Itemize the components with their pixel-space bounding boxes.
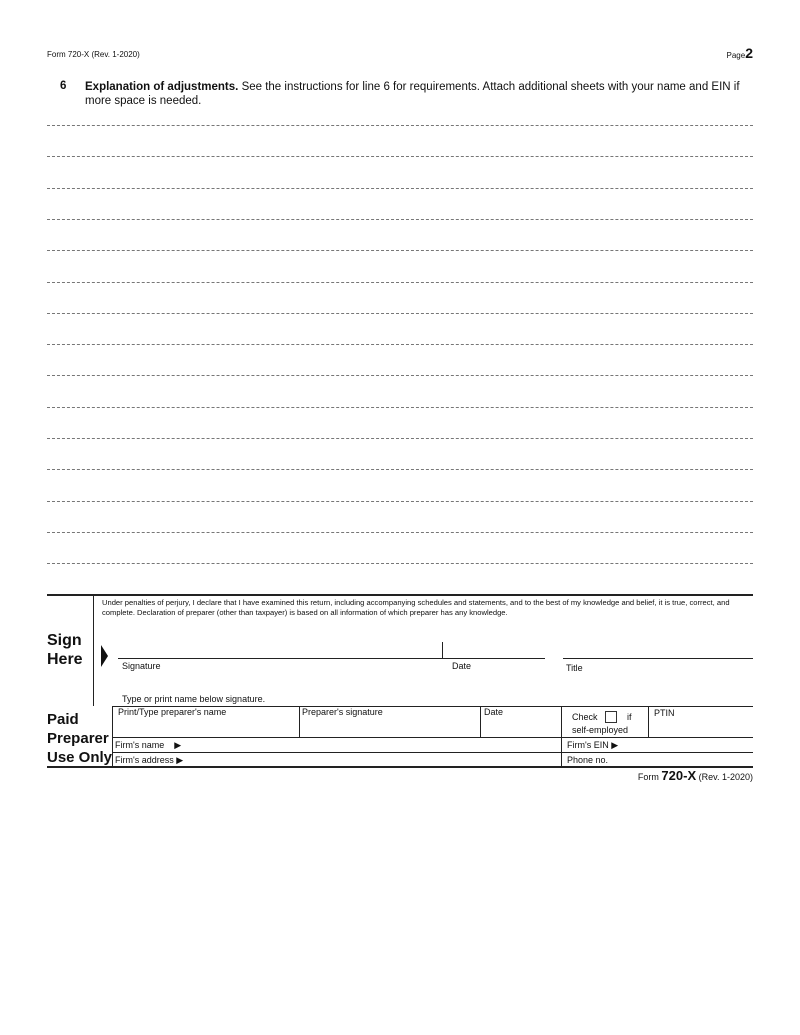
- sign-date-field[interactable]: [443, 640, 545, 658]
- check-label: Check: [572, 712, 598, 722]
- firm-address-text: Firm's address: [115, 755, 174, 765]
- ptin-label: PTIN: [654, 708, 675, 718]
- firm-name-text: Firm's name: [115, 740, 165, 750]
- signature-line: [118, 658, 545, 659]
- explanation-line[interactable]: [47, 469, 753, 470]
- page-label: Page: [726, 51, 746, 60]
- footer-prefix: Form: [637, 772, 659, 782]
- paid-preparer-heading: [47, 710, 112, 767]
- preparer-name-label: Print/Type preparer's name: [118, 707, 227, 717]
- footer-form-number: 720-X: [661, 768, 697, 783]
- explanation-line[interactable]: [47, 532, 753, 533]
- firm-address-label: [115, 755, 183, 766]
- explanation-line[interactable]: [47, 375, 753, 376]
- firm-name-field[interactable]: [190, 738, 560, 751]
- sign-divider: [93, 596, 94, 706]
- page-number: 2: [745, 45, 753, 61]
- col-divider: [561, 706, 562, 767]
- preparer-signature-label: Preparer's signature: [302, 707, 383, 717]
- line-6-text: See the instructions for line 6 for requirements. Attach additional sheets with your name and EIN if more space is needed.: [85, 81, 740, 107]
- explanation-line[interactable]: [47, 125, 753, 126]
- preparer-date-field[interactable]: [481, 718, 560, 736]
- explanation-line[interactable]: [47, 438, 753, 439]
- arrow-right-icon: ▶: [176, 755, 184, 765]
- if-label: if: [627, 712, 632, 722]
- preparer-date-label: Date: [484, 707, 504, 717]
- sign-heading: [47, 631, 83, 669]
- arrow-right-icon: ▶: [174, 740, 182, 750]
- sign-date-label: Date: [452, 661, 472, 671]
- phone-field[interactable]: [615, 753, 753, 766]
- col-divider: [112, 706, 113, 767]
- self-employed-checkbox[interactable]: [605, 711, 617, 723]
- footer-revision: (Rev. 1-2020): [698, 772, 753, 782]
- explanation-line[interactable]: [47, 501, 753, 502]
- sign-top-rule: [47, 594, 753, 596]
- perjury-declaration: Under penalties of perjury, I declare that I have examined this return, including accompanying schedules and statements, and to the best of my knowledge and belief, it is true, correct, and complete. Declaration of preparer (other than taxpayer) is based on all information of which preparer has any knowledge.: [102, 598, 730, 617]
- ptin-field[interactable]: [650, 718, 753, 736]
- signature-field[interactable]: [118, 640, 442, 658]
- sign-heading-2: Here: [47, 651, 83, 668]
- line-6-number: 6: [60, 80, 67, 92]
- explanation-line[interactable]: [47, 313, 753, 314]
- date-tick: [442, 642, 443, 658]
- explanation-line[interactable]: [47, 282, 753, 283]
- col-divider: [648, 706, 649, 737]
- explanation-line[interactable]: [47, 407, 753, 408]
- page-indicator: [727, 45, 753, 61]
- preparer-signature-field[interactable]: [300, 718, 479, 736]
- firm-ein-text: Firm's EIN: [567, 740, 609, 750]
- explanation-line[interactable]: [47, 344, 753, 345]
- firm-address-field[interactable]: [195, 753, 560, 766]
- print-name-label: Type or print name below signature.: [122, 694, 266, 704]
- preparer-heading-1: Paid: [47, 711, 79, 728]
- preparer-heading-3: Use Only: [47, 749, 113, 766]
- self-employed-label: self-employed: [572, 725, 629, 735]
- firm-name-label: [115, 740, 181, 751]
- phone-label: Phone no.: [567, 755, 609, 765]
- form-footer: [638, 768, 753, 783]
- explanation-line[interactable]: [47, 250, 753, 251]
- sign-arrow-icon: [101, 645, 109, 667]
- explanation-line[interactable]: [47, 219, 753, 220]
- arrow-right-icon: ▶: [611, 740, 619, 750]
- title-line: [563, 658, 753, 659]
- form-label: Form 720-X (Rev. 1-2020): [47, 50, 140, 59]
- line-6-instructions: [85, 80, 760, 108]
- line-6-title: Explanation of adjustments.: [85, 81, 239, 93]
- preparer-heading-2: Preparer: [47, 730, 109, 747]
- preparer-name-field[interactable]: [113, 718, 298, 736]
- explanation-line[interactable]: [47, 156, 753, 157]
- title-field[interactable]: [563, 640, 753, 658]
- sign-heading-1: Sign: [47, 632, 82, 649]
- title-label: Title: [566, 663, 583, 673]
- explanation-line[interactable]: [47, 563, 753, 564]
- firm-ein-field[interactable]: [630, 738, 753, 751]
- explanation-line[interactable]: [47, 188, 753, 189]
- firm-ein-label: [567, 740, 618, 751]
- signature-label: Signature: [122, 661, 161, 671]
